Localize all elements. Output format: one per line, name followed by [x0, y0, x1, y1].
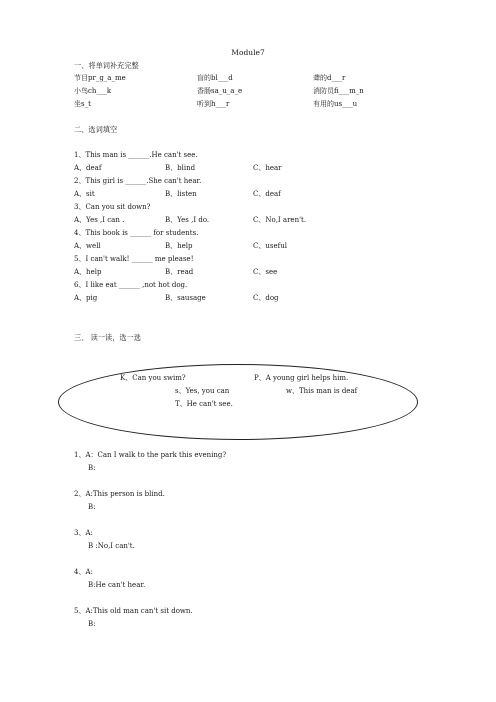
option-c: C、deaf [253, 190, 281, 198]
word-item: 听到h___r [197, 100, 230, 108]
option-c: C、useful [253, 242, 287, 250]
options-ellipse [58, 364, 418, 440]
option-a: A、pig [74, 294, 98, 302]
question-text: 5、I can't walk! ______ me please! [74, 255, 194, 263]
dialog-line-a: 3、A: [74, 529, 93, 537]
question-text: 6、I like eat ______ ,not hot dog. [74, 281, 188, 289]
word-item: 节目pr_g_a_me [74, 74, 126, 82]
option-b: B、read [165, 268, 194, 276]
word-item: 盲的bl___d [197, 74, 233, 82]
word-item: 小鸟ch___k [74, 87, 112, 95]
dialog-line-b: B :No,I can't. [88, 542, 135, 550]
question-text: 4、This book is ______ for students. [74, 229, 199, 237]
dialog-line-b: B: [88, 620, 96, 628]
option-c: C、No,I aren't. [253, 216, 307, 224]
question-text: 3、Can you sit down? [74, 203, 151, 211]
option-t: T、He can't see. [175, 400, 233, 408]
option-p: P、A young girl helps him. [254, 374, 349, 382]
word-item: 香肠sa_u_a_e [197, 87, 243, 95]
section3-heading: 三、 读一读，选一选 [74, 333, 141, 342]
option-w: w、This man is deaf [286, 387, 358, 395]
option-c: C、see [253, 268, 278, 276]
option-b: B、blind [165, 164, 196, 172]
option-c: C、hear [253, 164, 282, 172]
word-item: 有用的us___u [313, 100, 358, 108]
option-a: A、well [74, 242, 101, 250]
option-c: C、dog [253, 294, 279, 302]
word-item: 聋的d___r [313, 74, 346, 82]
option-b: B、sausage [165, 294, 206, 302]
question-text: 2、This girl is ______.She can't hear. [74, 177, 202, 185]
option-s: s、Yes, you can [175, 387, 230, 395]
option-b: B、Yes ,I do. [165, 216, 210, 224]
word-item: 坐s_t [74, 100, 91, 108]
page-title: Module7 [231, 48, 265, 57]
dialog-line-a: 5、A:This old man can't sit down. [74, 607, 193, 615]
question-text: 1、This man is ______.He can't see. [74, 151, 198, 159]
word-item: 消防员fi___m_n [313, 87, 364, 95]
option-a: A、help [74, 268, 102, 276]
dialog-line-b: B: [88, 503, 96, 511]
dialog-line-a: 2、A:This person is blind. [74, 490, 165, 498]
dialog-line-b: B: [88, 464, 96, 472]
section1-heading: 一、将单词补充完整 [74, 61, 139, 70]
option-b: B、listen [165, 190, 197, 198]
option-a: A、Yes ,I can . [74, 216, 125, 224]
dialog-line-a: 1、A：Can I walk to the park this evening? [74, 451, 227, 459]
option-k: K、Can you swim? [120, 374, 186, 382]
option-b: B、help [165, 242, 193, 250]
dialog-line-b: B:He can't hear. [88, 581, 146, 589]
section2-heading: 二、选词填空 [74, 125, 118, 134]
option-a: A、deaf [74, 164, 102, 172]
dialog-line-a: 4、A: [74, 568, 93, 576]
option-a: A、sit [74, 190, 95, 198]
